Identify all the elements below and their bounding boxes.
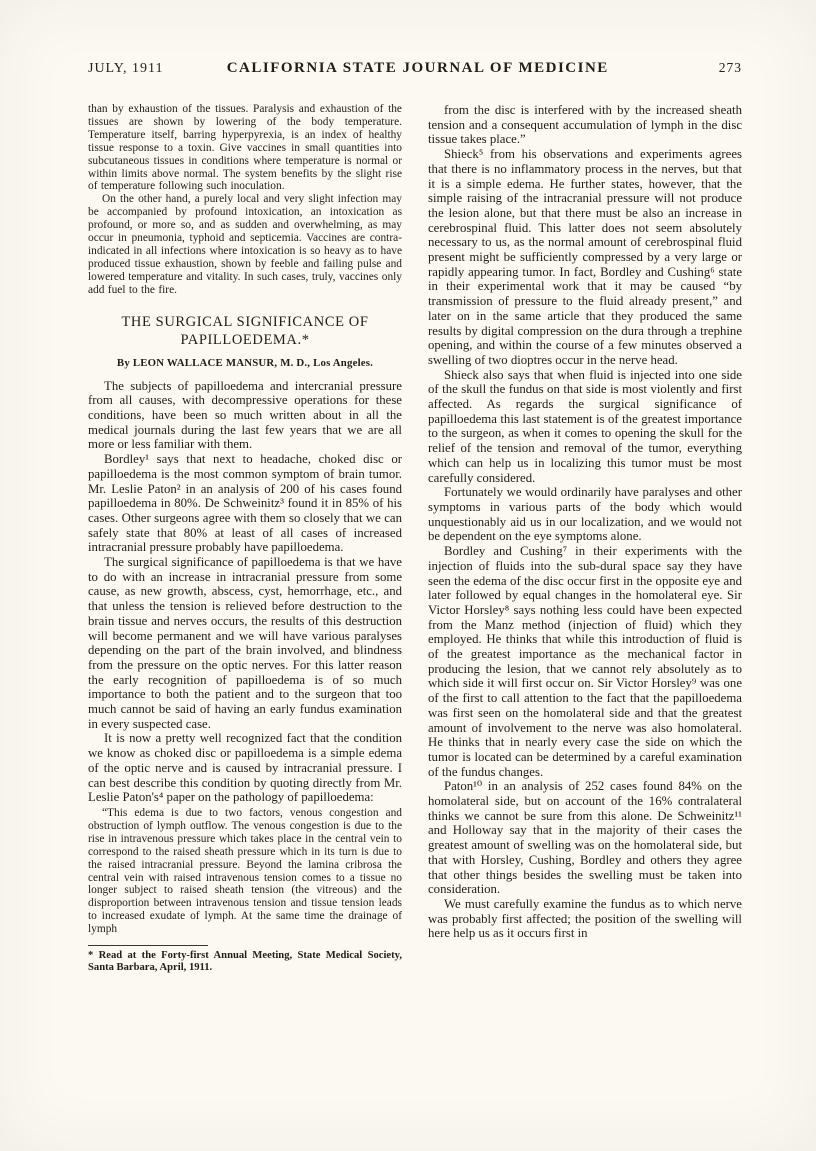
page-number: 273 [718,60,742,75]
quote-paragraph: “This edema is due to two factors, venous congestion and obstruction of lymph outflow. The venous congestion is due to the rise in intravenous pressure which takes place in the central vein to correspond to the raised sheath pressure which in its turn is due to the raised intracranial pressure. Beyond the lamina cribrosa the central vein with raised intravenous tension comes to a tissue no longer subject to raised sheath tension (the vitreous) and the disproportion between intravenous tension and tissue tension leads to increased exudate of lymph. At the same time the drainage of lymph [88,806,402,936]
article-paragraph: It is now a pretty well recognized fact that the condition we know as choked disc or papilloedema is a simple edema of the optic nerve and is caused by intracranial pressure. I can best describe this condition by quoting directly from Mr. Leslie Paton's⁴ paper on the pathology of papilloedema: [88,731,402,805]
issue-date: JULY, 1911 [88,61,164,76]
left-column [88,103,402,975]
article-paragraph: Bordley¹ says that next to headache, choked disc or papilloedema is the most common symptom of brain tumor. Mr. Leslie Paton² in an analysis of 200 of his cases found papilloedema in 80%. De Schweinitz³ found it in 85% of his cases. Other surgeons agree with them so closely that we can safely state that 80% at least of all cases of increased intracranial pressure probably have papilloedema. [88,452,402,555]
article-paragraph: The surgical significance of papilloedema is that we have to do with an increase in intracranial pressure from some cause, as new growth, abscess, cyst, hemorrhage, etc., and that unless the tension is relieved before destruction to the brain tissue and nerves occurs, the results of this destruction will become permanent and we will have various paralyses depending on the part of the brain involved, and blindness from the pressure on the optic nerves. For this latter reason the early recognition of papilloedema is of so much importance to both the patient and to the surgeon that too much cannot be said of having an early fundus examination in every suspected case. [88,555,402,731]
article-byline: By LEON WALLACE MANSUR, M. D., Los Angeles. [116,356,374,369]
page-header [88,60,742,77]
article-paragraph: Paton¹⁰ in an analysis of 252 cases found 84% on the homolateral side, but on account of the 16% contralateral thinks we cannot be sure from this alone. De Schweinitz¹¹ and Holloway say that in the majority of their cases the greatest amount of swelling was on the homolateral side, but that with Horsley, Cushing, Bordley and others they agree that other things besides the swelling must be taken into consideration. [428,779,742,897]
journal-title: CALIFORNIA STATE JOURNAL OF MEDICINE [226,60,609,76]
text-columns [88,103,742,975]
article-paragraph: We must carefully examine the fundus as to which nerve was probably first affected; the position of the swelling will here help us as it occurs first in [428,896,742,941]
footnote: * Read at the Forty-first Annual Meeting, State Medical Society, Santa Barbara, April, 1911. [88,950,402,974]
continuation-paragraph: On the other hand, a purely local and very slight infection may be accompanied by profound intoxication, an intoxication as profound, or more so, and as sudden and overwhelming, as may occur in pneumonia, typhoid and septicemia. Vaccines are contra-indicated in all infections where intoxication is so heavy as to have produced tissue exhaustion, shown by feeble and failing pulse and lowered temperature and vitality. In such cases, truly, vaccines only add fuel to the fire. [88,193,402,296]
continuation-paragraph: than by exhaustion of the tissues. Paralysis and exhaustion of the tissues are shown by lowering of the body temperature. Temperature itself, barring hyperpyrexia, is an index of healthy tissue response to a toxin. Give vaccines in small quantities into subcutaneous tissues in conditions where temperature is normal or within limits above normal. The system benefits by the slight rise of temperature following such inoculation. [88,103,402,193]
article-paragraph: The subjects of papilloedema and intercranial pressure from all causes, with decompressive operations for these conditions, have been so much written about in all the medical journals during the last few years that we are all more or less familiar with them. [88,378,402,452]
right-column [428,103,742,975]
footnote-rule [88,945,208,946]
article-paragraph: Fortunately we would ordinarily have paralyses and other symptoms in various parts of the body which would unquestionably aid us in our localization, and we would not be dependent on the eye symptoms alone. [428,485,742,544]
article-paragraph: Shieck⁵ from his observations and experiments agrees that there is no inflammatory process in the nerves, but that it is a simple edema. He further states, however, that the simple raising of the intracranial pressure will not produce the lesion alone, but that there must be also an increase in cerebrospinal fluid. This latter does not seem absolutely necessary to us, as the normal amount of cerebrospinal fluid present might be sufficiently compressed by a very large or rapidly appearing tumor. In fact, Bordley and Cushing⁶ state in their experimental work that it may be caused “by transmission of pressure to the fluid already present,” and later on in the same article that they produced the same results by digital compression on the dura through a trephine opening, and within the course of a few minutes observed a swelling of two dioptres occur in the nerve head. [428,147,742,367]
article-paragraph: from the disc is interfered with by the increased sheath tension and a consequent accumulation of lymph in the disc tissue takes place.” [428,103,742,147]
article-paragraph: Shieck also says that when fluid is injected into one side of the skull the fundus on that side is most violently and first affected. As regards the surgical significance of papilloedema this last statement is of the greatest importance to the surgeon, as when it comes to opening the skull for the relief of the tension and removal of the tumor, everything which can help us in localizing this tumor must be most carefully considered. [428,367,742,485]
page-content [88,60,742,975]
article-title: THE SURGICAL SIGNIFICANCE OF PAPILLOEDEMA.* [121,313,369,349]
article-paragraph: Bordley and Cushing⁷ in their experiments with the injection of fluids into the sub-dural space say they have seen the edema of the disc occur first in the opposite eye and later followed by equal changes in the homolateral eye. Sir Victor Horsley⁸ says nothing less could have been expected from the Manz method (injection of fluid) which they employed. He thinks that while this introduction of fluid is of the greatest importance as the mechanical factor in producing the lesion, that we cannot rely absolutely as to which side it will first occur on. Sir Victor Horsley⁹ was one of the first to call attention to the fact that the papilloedema was first seen on the homolateral side and that the greatest amount of involvement to the nerve was also homolateral. He thinks that in nearly every case the side on which the tumor is located can be determined by a careful examination of the fundus changes. [428,544,742,779]
